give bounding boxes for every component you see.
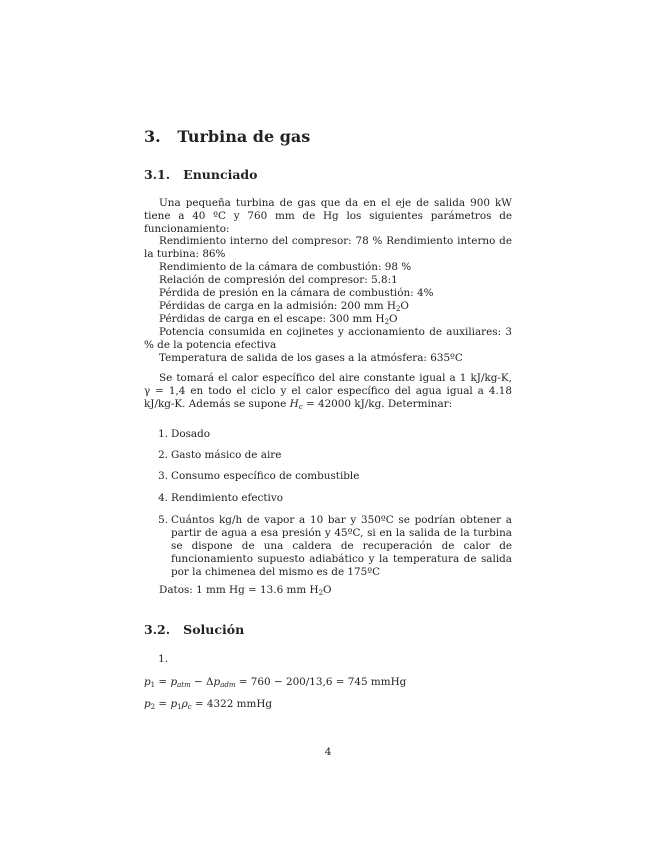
param-line: Pérdidas de carga en la admisión: 200 mm $H_2O$ [159, 300, 409, 313]
section-title: Turbina de gas [177, 127, 311, 146]
equation-p1: $p_1 = p_{atm} - \Delta p_{adm} = 760 - 200/13,6 = 745$ mmHg [144, 676, 407, 689]
param-line: Potencia consumida en cojinetes y accionamiento de auxiliares: 3 % de la potencia efectiva [144, 326, 512, 351]
page-number: 4 [324, 746, 332, 758]
subsection-title: Enunciado [183, 167, 258, 182]
datos-line: Datos: 1 mm Hg = 13.6 mm $H_2O$ [159, 584, 332, 597]
subsection-number: 3.2. [144, 622, 171, 637]
param-line: Temperatura de salida de los gases a la atmósfera: 635ºC [159, 352, 463, 364]
subsection-heading-enunciado [144, 168, 258, 181]
subsection-number: 3.1. [144, 167, 171, 182]
param-line: Pérdida de presión en la cámara de combustión: 4% [159, 287, 434, 299]
param-line: Relación de compresión del compresor: 5.8:1 [159, 274, 398, 286]
equation-p2: $p_2 = p_1\rho_c = 4322$ mmHg [144, 698, 273, 711]
section-heading [144, 127, 311, 146]
subsection-heading-solucion [144, 623, 244, 636]
assumption-paragraph: Se tomará el calor específico del aire constante igual a 1 kJ/kg-K, γ = 1,4 en todo el ciclo y el calor específico del agua igual a 4.18 kJ/kg-K. Además se supone $H_c = 42000$ kJ/kg. Determinar: [144, 372, 512, 411]
page: 3. Turbina de gas 3.1. Enunciado Una pequeña turbina de gas que da en el eje de salida 900 kW tiene a 40 ºC y 760 mm de Hg los siguientes parámetros de funcionamiento: Rendimiento interno del compresor: 78 % Rendimiento interno de la turbina: 86% Rendimiento de la cámara de combustión: 98 % Relación de compresión del compresor: 5.8:1 Pérdida de presión en la cámara de combustión: 4% Pérdidas de carga en la admisión: 200 mm $H_2O$ Pérdidas de carga en el escape: 300 mm $H_2O$ Potencia consumida en cojinetes y accionamiento de auxiliares: 3 % de la potencia efectiva Temperatura de salida de los gases a la atmósfera: 635ºC Se tomará el calor específico del aire constante igual a 1 kJ/kg-K, γ = 1,4 en todo el ciclo y el calor específico del agua igual a 4.18 kJ/kg-K. Además se supone $H_c = 42000$ kJ/kg. Determinar: 1. Dosado 2. Gasto másico de aire 3. Consumo específico de combustible 4. Rendimiento efectivo 5. Cuántos kg/h de vapor a 10 bar y 350ºC se podrían obtener a partir de agua a esa presión y 45ºC, si en la salida de la turbina se dispone de una caldera de recuperación de calor de funcionamiento supuesto adiabático y la temperatura de salida por la chimenea del mismo es de 175ºC Datos: 1 mm Hg = 13.6 mm $H_2O$ 3.2. Solución 1. $p_1 = p_{atm} - \Delta p_{adm} = 760 - 200/13,6 = 745$ mmHg $p_2 = p_1\rho_c = 4322$ mmHg 4 [144, 127, 512, 758]
intro-paragraph: Una pequeña turbina de gas que da en el eje de salida 900 kW tiene a 40 ºC y 760 mm de Hg los siguientes parámetros de funcionamiento: [144, 197, 512, 235]
param-line: Rendimiento de la cámara de combustión: 98 % [159, 261, 412, 273]
subsection-title: Solución [183, 622, 245, 637]
section-number: 3. [144, 127, 161, 146]
param-line: Rendimiento interno del compresor: 78 % Rendimiento interno de la turbina: 86% [144, 235, 512, 260]
param-line: Pérdidas de carga en el escape: 300 mm $H_2O$ [159, 313, 398, 326]
